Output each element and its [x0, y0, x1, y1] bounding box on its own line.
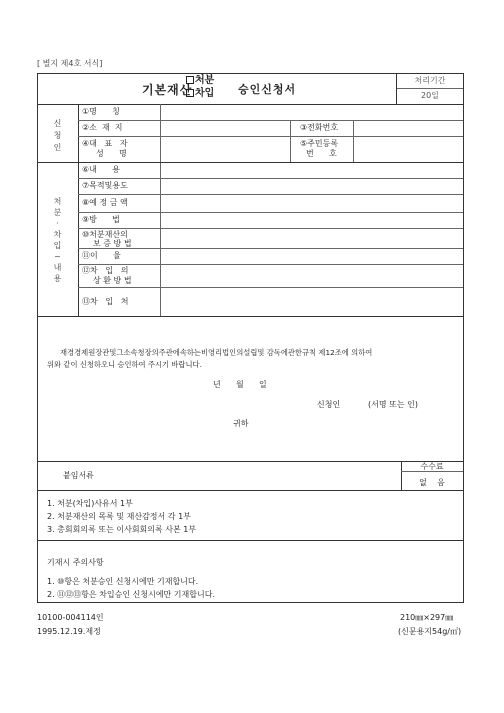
form-number: [ 별지 제4호 서식]	[37, 59, 103, 68]
content-label: ⑥내 용	[82, 165, 120, 174]
registration-label-2: 번 호	[306, 149, 337, 158]
repayment-label-2: 상 환 방 법	[93, 276, 132, 285]
signature-note: (서명 또는 인)	[368, 400, 418, 409]
attachment-item: 1. 처분(차입)사유서 1부	[47, 499, 133, 508]
notes-title: 기재시 주의사항	[47, 558, 104, 567]
repayment-field[interactable]	[161, 265, 462, 286]
lender-label: ⑬차 입 처	[82, 297, 129, 306]
method-field[interactable]	[161, 213, 462, 227]
attachment-item: 2. 처분재산의 목록 및 재산감정서 각 1부	[47, 512, 191, 521]
applicant-signature-label: 신청인	[317, 400, 341, 409]
fee-label: 수수료	[420, 462, 444, 471]
method-label: ⑨방 법	[82, 215, 120, 224]
checkbox-borrow[interactable]	[186, 89, 194, 97]
name-field[interactable]	[161, 105, 462, 119]
interest-field[interactable]	[161, 249, 462, 263]
address-label: ②소 재 지	[82, 123, 123, 132]
phone-label: ③전화번호	[300, 123, 339, 132]
statement-line-1: 재경경제원장관및그소속청장의주관에속하는비영리법인의설립및 감독에관한규칙 제12조에 의하여	[60, 348, 373, 357]
guarantee-field[interactable]	[161, 229, 462, 247]
details-side-label: 처 분 · 차 입 ~ 내 용	[53, 197, 62, 283]
representative-label-1: ④대 표 자	[82, 139, 128, 148]
name-label: ①명 칭	[82, 107, 120, 116]
purpose-label: ⑦목적및용도	[82, 181, 128, 190]
applicant-side-label: 신 청 인	[53, 119, 62, 152]
paper-size: 210㎜×297㎜	[400, 613, 454, 622]
purpose-field[interactable]	[161, 179, 462, 193]
enactment-date: 1995.12.19.제정	[37, 627, 101, 636]
paper-type: (신문용지54g/㎡)	[398, 627, 462, 636]
option-dispose: 처분	[186, 76, 214, 86]
form-code: 10100-004114인	[37, 613, 104, 622]
guarantee-label-1: ⑩처분재산의	[82, 230, 128, 239]
representative-field[interactable]	[161, 137, 289, 161]
attachment-item: 3. 총회회의록 또는 이사회회의록 사본 1부	[47, 525, 197, 534]
content-field[interactable]	[161, 163, 462, 177]
checkbox-dispose[interactable]	[186, 76, 194, 84]
fee-value: 없 음	[419, 478, 445, 487]
title-left: 기본재산	[142, 83, 193, 97]
note-item: 2. ⑪⑫⑬항은 차입승인 신청시에만 기재합니다.	[47, 590, 215, 599]
option-borrow: 차입	[186, 89, 214, 99]
registration-field[interactable]	[354, 137, 462, 161]
repayment-label-1: ⑫차 입 의	[82, 266, 129, 275]
phone-field[interactable]	[354, 121, 462, 135]
interest-label: ⑪이 율	[82, 251, 121, 260]
recipient-label: 귀하	[233, 419, 249, 428]
representative-label-2: 성 명	[96, 149, 127, 158]
note-item: 1. ⑩항은 처분승인 신청시에만 기재합니다.	[47, 577, 199, 586]
form-title	[142, 76, 362, 104]
statement-line-2: 위와 같이 신청하오니 승인하여 주시기 바랍니다.	[47, 360, 202, 369]
guarantee-label-2: 보 증 방 법	[93, 239, 132, 248]
title-right: 승인신청서	[238, 83, 297, 96]
date-line: 년 월 일	[213, 380, 267, 389]
processing-period-label: 처리기간	[414, 76, 446, 85]
registration-label-1: ⑤주민등록	[300, 139, 339, 148]
processing-period-value: 20일	[421, 91, 439, 100]
amount-field[interactable]	[161, 195, 462, 211]
attachments-title: 붙임서류	[63, 471, 94, 480]
address-field[interactable]	[161, 121, 289, 135]
lender-field[interactable]	[161, 288, 462, 315]
amount-label: ⑧예 정 금 액	[82, 198, 128, 207]
